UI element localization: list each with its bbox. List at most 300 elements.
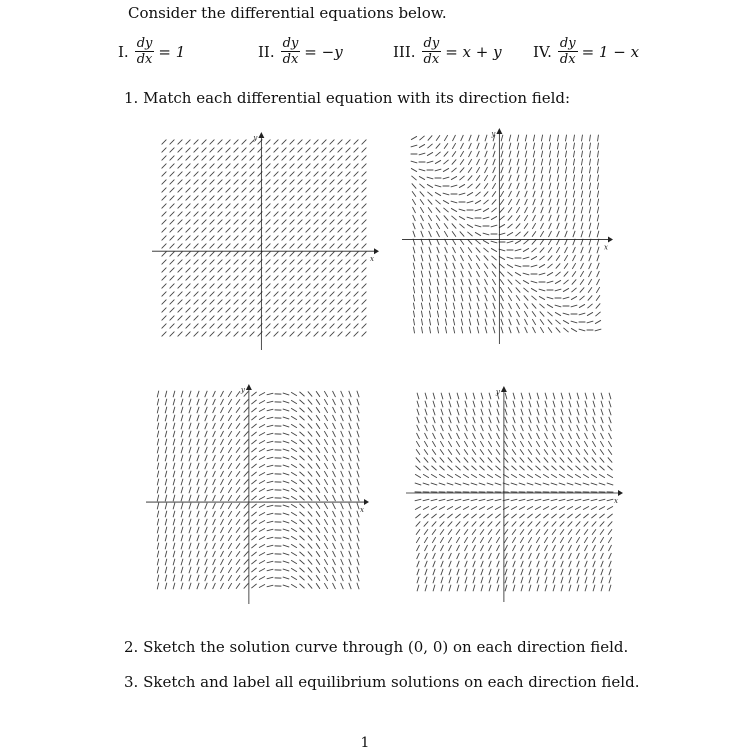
slope-segment	[507, 232, 513, 235]
slope-segment	[485, 327, 487, 334]
slope-segment	[213, 407, 216, 413]
slope-segment	[314, 268, 319, 273]
slope-segment	[491, 225, 498, 227]
slope-segment	[591, 466, 596, 471]
slope-segment	[540, 247, 544, 252]
slope-segment	[537, 409, 539, 415]
equation-2	[258, 36, 343, 67]
slope-segment	[505, 585, 507, 592]
slope-segment	[181, 551, 183, 558]
slope-segment	[556, 247, 559, 253]
slope-segment	[178, 188, 183, 193]
slope-segment	[290, 316, 295, 321]
equation-roman: II.	[258, 42, 275, 61]
slope-segment	[178, 172, 183, 177]
slope-segment	[362, 212, 367, 217]
slope-segment	[170, 316, 175, 321]
slope-segment	[259, 504, 265, 507]
slope-segment	[314, 140, 319, 145]
slope-segment	[259, 480, 265, 483]
slope-segment	[197, 551, 199, 557]
slope-segment	[283, 513, 289, 515]
slope-segment	[274, 172, 279, 177]
slope-segment	[322, 148, 327, 153]
slope-segment	[432, 521, 437, 526]
slope-segment	[266, 196, 271, 201]
slope-segment	[267, 585, 274, 587]
slope-segment	[218, 276, 223, 281]
slope-segment	[202, 164, 207, 169]
slope-segment	[197, 487, 199, 493]
slope-segment	[531, 288, 537, 291]
slope-segment	[170, 276, 175, 281]
slope-segment	[435, 185, 442, 187]
slope-segment	[541, 151, 542, 158]
slope-segment	[341, 487, 344, 493]
slope-segment	[516, 223, 520, 228]
slope-segment	[415, 483, 421, 485]
slope-segment	[417, 417, 419, 423]
slope-segment	[493, 319, 495, 325]
slope-segment	[541, 215, 544, 221]
slope-segment	[556, 327, 560, 332]
slope-segment	[218, 180, 223, 185]
slope-segment	[210, 212, 215, 217]
slope-segment	[435, 192, 441, 195]
slope-segment	[480, 545, 483, 551]
slope-segment	[564, 255, 567, 261]
slope-segment	[299, 528, 304, 533]
slope-segment	[413, 231, 415, 237]
slope-segment	[226, 164, 231, 169]
slope-segment	[236, 391, 240, 397]
slope-segment	[220, 447, 223, 453]
slope-segment	[341, 519, 344, 525]
slope-segment	[197, 535, 199, 541]
slope-segment	[346, 316, 351, 321]
slope-segment	[234, 236, 239, 241]
slope-segment	[601, 425, 604, 431]
slope-segment	[220, 407, 223, 413]
slope-segment	[299, 456, 304, 461]
slope-segment	[560, 457, 564, 462]
slope-segment	[259, 544, 265, 547]
slope-segment	[529, 425, 532, 431]
slope-segment	[571, 321, 578, 323]
slope-segment	[461, 263, 464, 269]
slope-segment	[576, 537, 579, 543]
slope-segment	[580, 271, 583, 277]
slope-segment	[607, 514, 612, 518]
equation-roman: III.	[393, 42, 416, 61]
slope-segment	[557, 215, 559, 221]
slope-segment	[333, 583, 336, 589]
slope-segment	[521, 585, 523, 592]
slope-segment	[480, 537, 483, 543]
slope-segment	[244, 583, 249, 588]
slope-segment	[259, 408, 265, 411]
slope-segment	[573, 167, 574, 174]
slope-segment	[429, 319, 430, 326]
slope-segment	[220, 479, 223, 485]
slope-segment	[210, 140, 215, 145]
slope-segment	[429, 247, 431, 253]
y-axis-arrow	[258, 132, 264, 138]
slope-segment	[306, 180, 311, 185]
slope-segment	[423, 483, 429, 485]
slope-segment	[186, 204, 191, 209]
slope-segment	[433, 561, 435, 567]
slope-segment	[308, 471, 312, 476]
slope-segment	[413, 303, 414, 310]
slope-segment	[213, 415, 216, 421]
slope-segment	[242, 284, 247, 289]
slope-segment	[173, 511, 175, 518]
slope-segment	[266, 332, 271, 337]
slope-segment	[333, 423, 336, 429]
slope-segment	[218, 300, 223, 305]
slope-segment	[274, 204, 279, 209]
slope-segment	[595, 329, 602, 331]
slope-segment	[468, 247, 472, 253]
slope-segment	[565, 215, 567, 221]
slope-segment	[495, 499, 502, 501]
slope-segment	[559, 514, 564, 518]
slope-segment	[445, 279, 447, 286]
slope-segment	[282, 148, 287, 153]
slope-segment	[424, 529, 428, 535]
slope-segment	[314, 156, 319, 161]
slope-segment	[290, 204, 295, 209]
slope-segment	[202, 292, 207, 297]
slope-segment	[290, 180, 295, 185]
slope-segment	[464, 529, 468, 535]
equation-roman: I.	[118, 42, 129, 61]
slope-segment	[424, 521, 429, 526]
slope-segment	[589, 151, 590, 158]
slope-segment	[186, 268, 191, 273]
slope-segment	[469, 319, 471, 326]
slope-segment	[354, 244, 359, 249]
slope-segment	[436, 231, 439, 237]
slope-segment	[333, 447, 336, 453]
slope-segment	[205, 487, 207, 493]
slope-segment	[461, 279, 463, 285]
slope-segment	[553, 569, 555, 575]
slope-segment	[354, 148, 359, 153]
slope-segment	[189, 559, 191, 565]
slope-segment	[162, 140, 167, 145]
slope-segment	[299, 416, 304, 421]
slope-segment	[500, 271, 504, 276]
slope-segment	[481, 553, 484, 559]
slope-segment	[504, 529, 508, 535]
slope-segment	[497, 585, 499, 592]
slope-segment	[444, 135, 447, 141]
slope-segment	[298, 276, 303, 281]
slope-segment	[567, 514, 572, 518]
slope-segment	[545, 409, 547, 415]
slope-segment	[512, 441, 515, 447]
slope-segment	[178, 276, 183, 281]
slope-segment	[589, 183, 590, 190]
slope-segment	[330, 324, 335, 329]
slope-segment	[157, 479, 159, 486]
slope-segment	[437, 279, 439, 286]
slope-segment	[477, 311, 479, 318]
slope-segment	[338, 156, 343, 161]
slope-segment	[547, 297, 554, 299]
slope-segment	[600, 441, 603, 447]
slope-segment	[205, 495, 207, 501]
slope-segment	[194, 140, 199, 145]
slope-segment	[413, 271, 415, 278]
slope-segment	[267, 521, 274, 523]
slope-segment	[308, 447, 312, 452]
slope-segment	[357, 575, 359, 581]
slope-segment	[316, 415, 320, 421]
slope-segment	[236, 479, 240, 485]
slope-segment	[274, 324, 279, 329]
slope-segment	[509, 135, 511, 142]
slope-segment	[162, 172, 167, 177]
slope-segment	[330, 196, 335, 201]
slope-segment	[244, 407, 249, 412]
slope-segment	[599, 474, 605, 478]
slope-segment	[425, 417, 427, 423]
slope-segment	[242, 188, 247, 193]
slope-segment	[552, 521, 557, 526]
slope-segment	[242, 308, 247, 313]
slope-segment	[473, 433, 476, 439]
slope-segment	[480, 441, 483, 447]
slope-segment	[495, 483, 501, 485]
slope-segment	[535, 474, 541, 478]
slope-segment	[282, 188, 287, 193]
slope-segment	[349, 479, 351, 485]
slope-segment	[520, 529, 524, 535]
slope-segment	[424, 537, 427, 543]
slope-segment	[282, 292, 287, 297]
slope-segment	[228, 447, 231, 453]
slope-segment	[472, 441, 475, 447]
slope-segment	[441, 569, 443, 575]
slope-segment	[226, 308, 231, 313]
slope-segment	[299, 512, 304, 517]
slope-segment	[234, 220, 239, 225]
slope-segment	[424, 545, 427, 551]
slope-segment	[316, 479, 320, 485]
slope-segment	[228, 567, 231, 573]
slope-segment	[322, 172, 327, 177]
slope-segment	[553, 433, 556, 439]
slope-segment	[453, 311, 455, 318]
slope-segment	[266, 268, 271, 273]
slope-segment	[308, 583, 312, 588]
slope-segment	[267, 425, 274, 427]
slope-segment	[553, 585, 555, 592]
slope-segment	[504, 457, 508, 462]
slope-segment	[533, 183, 535, 189]
slope-segment	[322, 220, 327, 225]
slope-segment	[504, 537, 507, 543]
slope-segment	[515, 265, 522, 267]
slope-segment	[421, 255, 423, 262]
slope-segment	[354, 180, 359, 185]
slope-segment	[314, 220, 319, 225]
slope-segment	[585, 561, 587, 567]
slope-segment	[573, 159, 574, 166]
slope-segment	[508, 295, 511, 301]
slope-segment	[290, 212, 295, 217]
slope-segment	[441, 561, 443, 567]
slope-segment	[316, 391, 320, 397]
slope-segment	[341, 391, 344, 397]
slope-segment	[226, 188, 231, 193]
slope-segment	[250, 268, 255, 273]
slope-segment	[425, 409, 427, 415]
slope-segment	[429, 311, 430, 318]
slope-segment	[189, 535, 191, 541]
slope-segment	[549, 135, 550, 142]
slope-segment	[306, 252, 311, 257]
slope-segment	[341, 527, 344, 533]
slope-segment	[189, 503, 191, 509]
slope-segment	[459, 209, 466, 211]
slope-segment	[314, 292, 319, 297]
slope-segment	[565, 207, 567, 214]
slope-segment	[555, 312, 561, 315]
slope-segment	[427, 152, 433, 155]
slope-segment	[157, 535, 159, 542]
slope-segment	[306, 244, 311, 249]
equation-1	[118, 36, 185, 67]
slope-segment	[581, 151, 582, 158]
slope-segment	[585, 569, 587, 575]
slope-segment	[322, 188, 327, 193]
equation-fraction: $\frac{dy}{dx}$	[423, 36, 440, 67]
slope-segment	[480, 457, 484, 462]
slope-segment	[599, 499, 606, 501]
slope-segment	[445, 247, 448, 253]
slope-segment	[496, 521, 501, 526]
slope-segment	[274, 148, 279, 153]
slope-segment	[501, 167, 503, 173]
slope-segment	[455, 514, 460, 518]
slope-segment	[575, 506, 581, 509]
slope-segment	[601, 561, 603, 567]
slope-segment	[601, 409, 603, 415]
equation-fraction: $\frac{dy}{dx}$	[136, 36, 153, 67]
slope-segment	[544, 537, 547, 543]
slope-segment	[157, 543, 159, 550]
slope-segment	[448, 537, 451, 543]
slope-segment	[468, 239, 472, 244]
slope-segment	[445, 311, 446, 318]
slope-segment	[291, 552, 297, 556]
slope-segment	[205, 415, 207, 421]
slope-segment	[234, 188, 239, 193]
slope-segment	[609, 433, 612, 439]
slope-segment	[357, 407, 359, 413]
slope-segment	[571, 305, 578, 307]
slope-segment	[565, 223, 567, 229]
slope-segment	[242, 164, 247, 169]
slope-segment	[608, 529, 612, 535]
slope-segment	[435, 160, 441, 163]
slope-segment	[236, 527, 240, 533]
slope-segment	[197, 431, 199, 437]
slope-segment	[413, 295, 414, 302]
slope-segment	[314, 284, 319, 289]
slope-segment	[205, 511, 207, 517]
slope-segment	[493, 295, 496, 301]
slope-segment	[290, 332, 295, 337]
slope-segment	[197, 511, 199, 517]
slope-segment	[194, 252, 199, 257]
slope-segment	[485, 287, 488, 293]
slope-segment	[330, 252, 335, 257]
slope-segment	[508, 303, 511, 309]
slope-segment	[601, 401, 603, 407]
slope-segment	[330, 204, 335, 209]
slope-segment	[162, 300, 167, 305]
slope-segment	[228, 575, 231, 581]
slope-segment	[274, 140, 279, 145]
slope-segment	[504, 441, 507, 447]
slope-segment	[244, 479, 249, 484]
slope-segment	[455, 499, 462, 501]
slope-segment	[547, 272, 553, 275]
slope-segment	[236, 447, 240, 453]
slope-segment	[569, 393, 571, 400]
slope-segment	[493, 159, 495, 165]
slope-segment	[186, 244, 191, 249]
slope-segment	[226, 276, 231, 281]
slope-segment	[308, 495, 312, 500]
slope-segment	[282, 284, 287, 289]
direction-field-d	[404, 382, 626, 604]
slope-segment	[236, 415, 240, 421]
slope-segment	[425, 577, 427, 583]
slope-segment	[218, 172, 223, 177]
slope-segment	[186, 308, 191, 313]
slope-segment	[357, 439, 359, 445]
slope-segment	[571, 328, 577, 331]
slope-segment	[274, 252, 279, 257]
slope-segment	[213, 543, 216, 549]
slope-segment	[563, 320, 569, 323]
slope-segment	[306, 276, 311, 281]
slope-segment	[444, 223, 448, 229]
slope-segment	[584, 457, 588, 462]
slope-segment	[346, 180, 351, 185]
slope-segment	[421, 327, 422, 334]
slope-segment	[609, 585, 611, 592]
slope-segment	[428, 223, 431, 229]
slope-segment	[157, 487, 159, 494]
y-axis-label: y	[495, 388, 500, 396]
slope-segment	[186, 276, 191, 281]
slope-segment	[267, 457, 274, 459]
slope-segment	[421, 231, 423, 237]
slope-segment	[333, 471, 336, 477]
slope-segment	[579, 304, 585, 307]
slope-segment	[202, 260, 207, 265]
slope-segment	[569, 425, 572, 431]
slope-segment	[479, 483, 485, 485]
slope-segment	[496, 441, 499, 447]
